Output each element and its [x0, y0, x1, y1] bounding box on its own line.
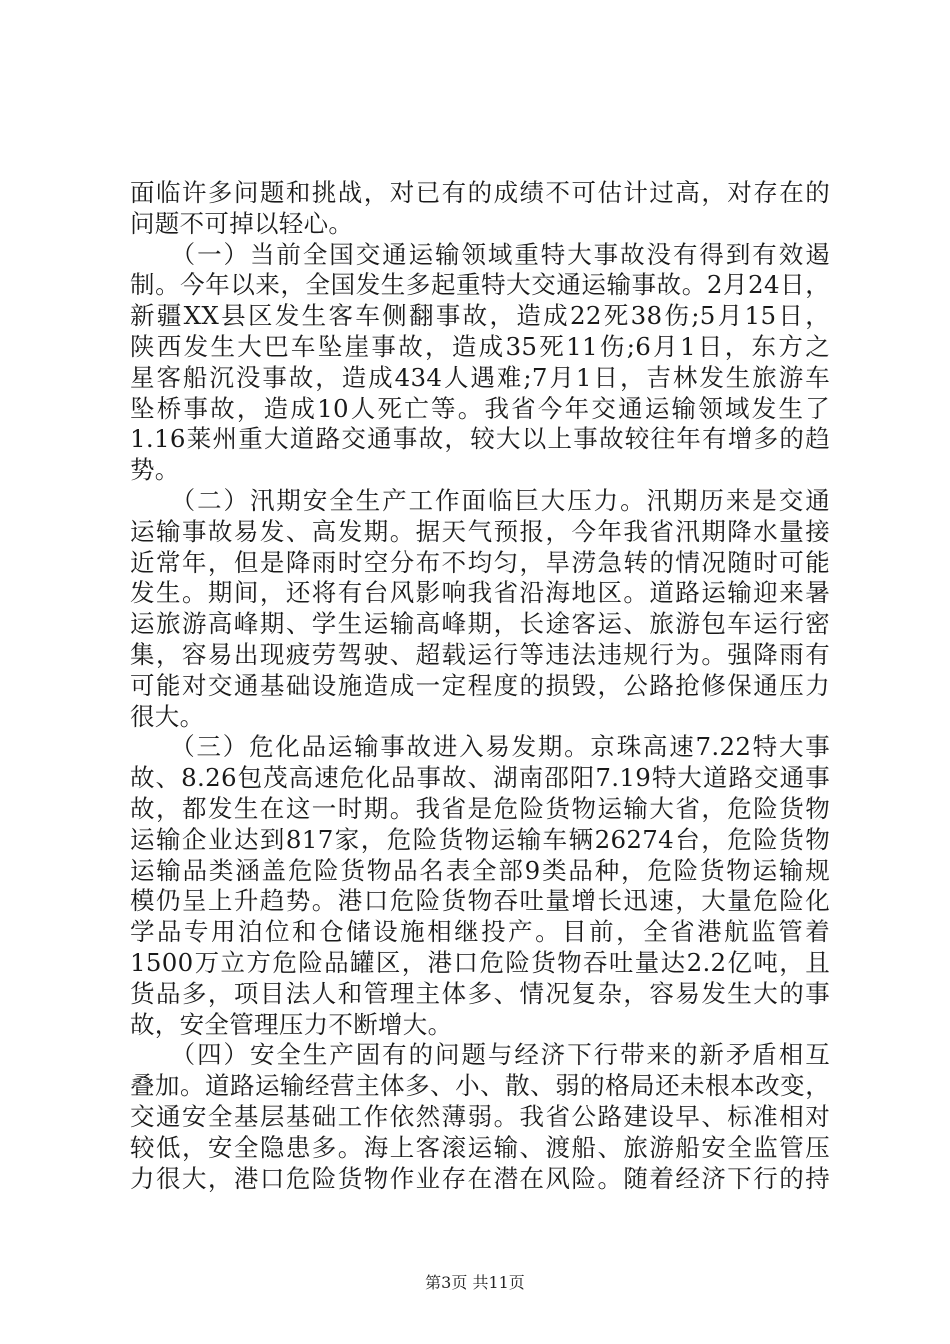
text-line: 很大。: [130, 701, 205, 731]
text-line: 故，都发生在这一时期。我省是危险货物运输大省，危险货物: [130, 793, 830, 823]
text-line: 新疆XX县区发生客车侧翻事故，造成22死38伤;5月15日，: [130, 301, 830, 331]
text-line: （三）危化品运输事故进入易发期。京珠高速7.22特大事: [130, 732, 830, 762]
text-line: 可能对交通基础设施造成一定程度的损毁，公路抢修保通压力: [130, 670, 830, 700]
text-line: 货品多，项目法人和管理主体多、情况复杂，容易发生大的事: [130, 978, 830, 1008]
text-line: （一）当前全国交通运输领域重特大事故没有得到有效遏: [130, 239, 830, 269]
text-line: 坠桥事故，造成10人死亡等。我省今年交通运输领域发生了: [130, 393, 830, 423]
text-line: 故，安全管理压力不断增大。: [130, 1009, 453, 1039]
text-line: 交通安全基层基础工作依然薄弱。我省公路建设早、标准相对: [130, 1101, 830, 1131]
document-body: [130, 178, 830, 1194]
text-line: 运输企业达到817家，危险货物运输车辆26274台，危险货物: [130, 824, 830, 854]
text-line: 势。: [130, 455, 180, 485]
text-line: 运输事故易发、高发期。据天气预报，今年我省汛期降水量接: [130, 516, 830, 546]
text-line: 陕西发生大巴车坠崖事故，造成35死11伤;6月1日，东方之: [130, 331, 830, 361]
text-line: 故、8.26包茂高速危化品事故、湖南邵阳7.19特大道路交通事: [130, 763, 830, 793]
text-line: 叠加。道路运输经营主体多、小、散、弱的格局还未根本改变，: [130, 1071, 830, 1101]
text-line: （四）安全生产固有的问题与经济下行带来的新矛盾相互: [130, 1040, 830, 1070]
text-line: 1.16莱州重大道路交通事故，较大以上事故较往年有增多的趋: [130, 424, 830, 454]
text-line: 较低，安全隐患多。海上客滚运输、渡船、旅游船安全监管压: [130, 1132, 830, 1162]
page-footer: 第3页 共11页: [425, 1273, 525, 1292]
text-line: 面临许多问题和挑战，对已有的成绩不可估计过高，对存在的: [130, 178, 830, 207]
text-line: 1500万立方危险品罐区，港口危险货物吞吐量达2.2亿吨，且: [130, 947, 830, 977]
text-line: 运输品类涵盖危险货物品名表全部9类品种，危险货物运输规: [130, 855, 830, 885]
text-line: 运旅游高峰期、学生运输高峰期，长途客运、旅游包车运行密: [130, 609, 830, 639]
text-line: 问题不可掉以轻心。: [130, 208, 354, 238]
text-line: 集，容易出现疲劳驾驶、超载运行等违法违规行为。强降雨有: [130, 639, 830, 669]
text-line: 近常年，但是降雨时空分布不均匀，旱涝急转的情况随时可能: [130, 547, 830, 577]
text-line: 学品专用泊位和仓储设施相继投产。目前，全省港航监管着: [130, 917, 830, 947]
text-line: 模仍呈上升趋势。港口危险货物吞吐量增长迅速，大量危险化: [130, 886, 830, 916]
text-line: 制。今年以来，全国发生多起重特大交通运输事故。2月24日，: [130, 270, 830, 300]
text-line: 星客船沉没事故，造成434人遇难;7月1日，吉林发生旅游车: [130, 362, 830, 392]
text-line: 发生。期间，还将有台风影响我省沿海地区。道路运输迎来暑: [130, 578, 830, 608]
text-line: （二）汛期安全生产工作面临巨大压力。汛期历来是交通: [130, 485, 830, 515]
text-line: 力很大，港口危险货物作业存在潜在风险。随着经济下行的持: [130, 1163, 830, 1193]
